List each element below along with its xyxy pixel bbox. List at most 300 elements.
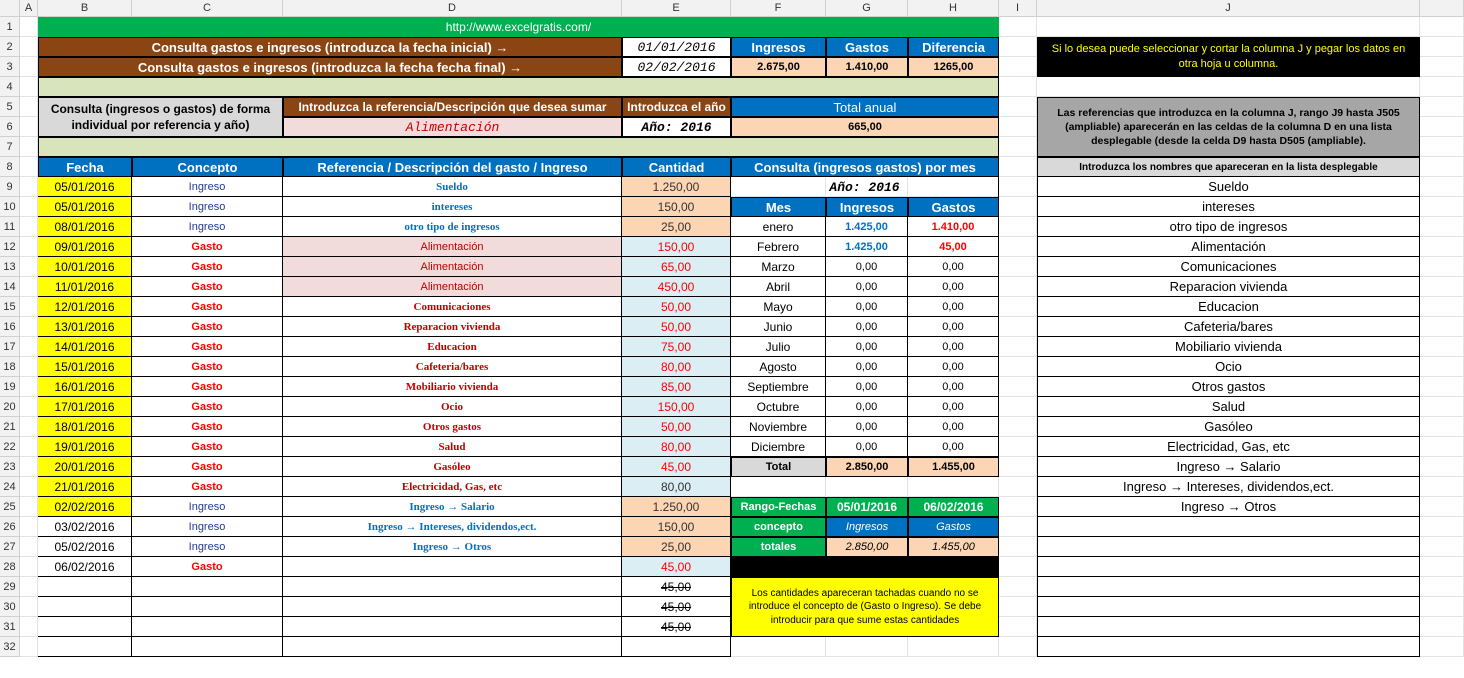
grid-cell[interactable] bbox=[999, 537, 1037, 557]
column-header-A[interactable]: A bbox=[20, 0, 38, 17]
month-name: Mayo bbox=[731, 297, 826, 317]
grid-cell[interactable] bbox=[20, 397, 38, 417]
row-header[interactable]: 20 bbox=[0, 397, 20, 417]
grid-cell[interactable] bbox=[999, 157, 1037, 177]
fecha-cell[interactable]: 14/01/2016 bbox=[38, 337, 132, 357]
referencia-cell[interactable]: Gasóleo bbox=[283, 457, 622, 477]
fecha-cell[interactable]: 05/02/2016 bbox=[38, 537, 132, 557]
row-header[interactable]: 14 bbox=[0, 277, 20, 297]
grid-cell[interactable] bbox=[1420, 97, 1464, 117]
concepto-cell[interactable] bbox=[132, 577, 283, 597]
referencia-cell[interactable] bbox=[283, 637, 622, 657]
grid-cell[interactable] bbox=[20, 457, 38, 477]
referencia-cell[interactable]: Educacion bbox=[283, 337, 622, 357]
row-header[interactable]: 2 bbox=[0, 37, 20, 57]
cantidad-cell[interactable]: 45,00 bbox=[622, 617, 731, 637]
list-item[interactable] bbox=[1037, 637, 1420, 657]
referencia-cell[interactable]: Cafeteria/bares bbox=[283, 357, 622, 377]
concepto-cell[interactable]: Gasto bbox=[132, 297, 283, 317]
grid-cell[interactable] bbox=[999, 317, 1037, 337]
grid-cell[interactable] bbox=[731, 477, 826, 497]
fecha-cell[interactable]: 09/01/2016 bbox=[38, 237, 132, 257]
grid-cell[interactable] bbox=[1420, 217, 1464, 237]
monthly-gastos-header: Gastos bbox=[908, 197, 999, 217]
grid-cell[interactable] bbox=[20, 197, 38, 217]
grid-cell[interactable] bbox=[1420, 537, 1464, 557]
grid-cell[interactable] bbox=[1420, 597, 1464, 617]
grid-cell[interactable] bbox=[999, 237, 1037, 257]
cantidad-cell[interactable] bbox=[622, 637, 731, 657]
row-header[interactable]: 27 bbox=[0, 537, 20, 557]
grid-cell[interactable] bbox=[1037, 77, 1420, 97]
month-gastos: 0,00 bbox=[908, 317, 999, 337]
grid-cell[interactable] bbox=[20, 97, 38, 117]
concepto-cell[interactable]: Ingreso bbox=[132, 517, 283, 537]
grid-cell[interactable] bbox=[1420, 137, 1464, 157]
row-header[interactable]: 29 bbox=[0, 577, 20, 597]
referencia-cell[interactable]: Ingreso → Intereses, dividendos,ect. bbox=[283, 517, 622, 537]
grid-cell[interactable] bbox=[1420, 577, 1464, 597]
grid-cell[interactable] bbox=[20, 297, 38, 317]
start-date-input[interactable]: 01/01/2016 bbox=[622, 37, 731, 57]
fecha-cell[interactable]: 05/01/2016 bbox=[38, 177, 132, 197]
monthly-total-ingresos: 2.850,00 bbox=[826, 457, 908, 477]
column-header-I[interactable]: I bbox=[999, 0, 1037, 17]
grid-cell[interactable] bbox=[20, 357, 38, 377]
fecha-cell[interactable]: 19/01/2016 bbox=[38, 437, 132, 457]
grid-cell[interactable] bbox=[999, 277, 1037, 297]
referencia-cell[interactable]: Mobiliario vivienda bbox=[283, 377, 622, 397]
list-item[interactable]: Gasóleo bbox=[1037, 417, 1420, 437]
grid-cell[interactable] bbox=[1420, 637, 1464, 657]
grid-cell[interactable] bbox=[20, 77, 38, 97]
grid-cell[interactable] bbox=[20, 277, 38, 297]
fecha-cell[interactable] bbox=[38, 637, 132, 657]
concepto-cell[interactable] bbox=[132, 637, 283, 657]
month-ingresos: 0,00 bbox=[826, 417, 908, 437]
concepto-cell[interactable]: Gasto bbox=[132, 237, 283, 257]
concepto-cell[interactable]: Ingreso bbox=[132, 537, 283, 557]
row-header[interactable]: 26 bbox=[0, 517, 20, 537]
fecha-cell[interactable]: 17/01/2016 bbox=[38, 397, 132, 417]
cantidad-cell[interactable]: 80,00 bbox=[622, 477, 731, 497]
end-date-input[interactable]: 02/02/2016 bbox=[622, 57, 731, 77]
row-header[interactable]: 31 bbox=[0, 617, 20, 637]
fecha-cell[interactable]: 10/01/2016 bbox=[38, 257, 132, 277]
grid-cell[interactable] bbox=[1420, 57, 1464, 77]
cantidad-cell[interactable]: 150,00 bbox=[622, 397, 731, 417]
fecha-cell[interactable]: 15/01/2016 bbox=[38, 357, 132, 377]
list-item[interactable]: otro tipo de ingresos bbox=[1037, 217, 1420, 237]
row-header[interactable]: 21 bbox=[0, 417, 20, 437]
grid-cell[interactable] bbox=[1420, 497, 1464, 517]
list-item[interactable]: Educacion bbox=[1037, 297, 1420, 317]
grid-cell[interactable] bbox=[999, 557, 1037, 577]
column-header-E[interactable]: E bbox=[622, 0, 731, 17]
grid-cell[interactable] bbox=[999, 457, 1037, 477]
grid-cell[interactable] bbox=[20, 17, 38, 37]
grid-cell[interactable] bbox=[20, 557, 38, 577]
row-header[interactable]: 1 bbox=[0, 17, 20, 37]
grid-cell[interactable] bbox=[1420, 197, 1464, 217]
row-header[interactable]: 10 bbox=[0, 197, 20, 217]
fecha-cell[interactable]: 06/02/2016 bbox=[38, 557, 132, 577]
grid-cell[interactable] bbox=[999, 517, 1037, 537]
fecha-cell[interactable]: 12/01/2016 bbox=[38, 297, 132, 317]
row-header[interactable]: 22 bbox=[0, 437, 20, 457]
grid-cell[interactable] bbox=[999, 177, 1037, 197]
fecha-cell[interactable] bbox=[38, 577, 132, 597]
fecha-cell[interactable]: 16/01/2016 bbox=[38, 377, 132, 397]
row-header[interactable]: 24 bbox=[0, 477, 20, 497]
list-item[interactable] bbox=[1037, 577, 1420, 597]
cantidad-cell[interactable]: 80,00 bbox=[622, 437, 731, 457]
referencia-cell[interactable]: Salud bbox=[283, 437, 622, 457]
referencia-cell[interactable]: Alimentación bbox=[283, 277, 622, 297]
grid-cell[interactable] bbox=[20, 377, 38, 397]
referencia-cell[interactable] bbox=[283, 577, 622, 597]
fecha-cell[interactable]: 18/01/2016 bbox=[38, 417, 132, 437]
list-item[interactable]: Sueldo bbox=[1037, 177, 1420, 197]
url-banner[interactable]: http://www.excelgratis.com/ bbox=[38, 17, 999, 37]
cantidad-cell[interactable]: 45,00 bbox=[622, 457, 731, 477]
grid-cell[interactable] bbox=[999, 477, 1037, 497]
grid-cell[interactable] bbox=[908, 477, 999, 497]
month-ingresos: 0,00 bbox=[826, 377, 908, 397]
referencia-cell[interactable]: Ingreso → Salario bbox=[283, 497, 622, 517]
row-header[interactable]: 11 bbox=[0, 217, 20, 237]
month-gastos: 0,00 bbox=[908, 417, 999, 437]
grid-cell[interactable] bbox=[999, 417, 1037, 437]
black-band bbox=[731, 557, 999, 577]
year-input[interactable]: Año: 2016 bbox=[622, 117, 731, 137]
month-ingresos: 0,00 bbox=[826, 317, 908, 337]
concepto-cell[interactable]: Gasto bbox=[132, 357, 283, 377]
grid-cell[interactable] bbox=[1420, 177, 1464, 197]
grid-cell[interactable] bbox=[20, 577, 38, 597]
grid-cell[interactable] bbox=[731, 637, 826, 657]
grid-cell[interactable] bbox=[999, 377, 1037, 397]
list-item[interactable]: Otros gastos bbox=[1037, 377, 1420, 397]
grid-cell[interactable] bbox=[1420, 477, 1464, 497]
grid-cell[interactable] bbox=[999, 217, 1037, 237]
cantidad-cell[interactable]: 50,00 bbox=[622, 297, 731, 317]
month-name: enero bbox=[731, 217, 826, 237]
fecha-cell[interactable]: 13/01/2016 bbox=[38, 317, 132, 337]
list-item[interactable]: Reparacion vivienda bbox=[1037, 277, 1420, 297]
concepto-cell[interactable]: Gasto bbox=[132, 477, 283, 497]
referencia-cell[interactable] bbox=[283, 557, 622, 577]
referencia-cell[interactable]: Ingreso → Otros bbox=[283, 537, 622, 557]
referencia-cell[interactable]: Ocio bbox=[283, 397, 622, 417]
grid-cell[interactable] bbox=[1420, 257, 1464, 277]
grid-cell[interactable] bbox=[20, 177, 38, 197]
row-header[interactable]: 15 bbox=[0, 297, 20, 317]
grid-cell[interactable] bbox=[1420, 437, 1464, 457]
concepto-cell[interactable]: Gasto bbox=[132, 257, 283, 277]
referencia-cell[interactable]: Electricidad, Gas, etc bbox=[283, 477, 622, 497]
grid-cell[interactable] bbox=[20, 257, 38, 277]
list-item[interactable] bbox=[1037, 557, 1420, 577]
ingresos-header: Ingresos bbox=[731, 37, 826, 57]
concepto-cell[interactable] bbox=[132, 617, 283, 637]
row-header[interactable]: 25 bbox=[0, 497, 20, 517]
concepto-cell[interactable]: Gasto bbox=[132, 337, 283, 357]
list-item[interactable]: Electricidad, Gas, etc bbox=[1037, 437, 1420, 457]
grid-cell[interactable] bbox=[1420, 297, 1464, 317]
list-item[interactable] bbox=[1037, 537, 1420, 557]
concepto-cell[interactable]: Gasto bbox=[132, 397, 283, 417]
cantidad-cell[interactable]: 45,00 bbox=[622, 557, 731, 577]
cantidad-cell[interactable]: 25,00 bbox=[622, 217, 731, 237]
list-item[interactable]: Alimentación bbox=[1037, 237, 1420, 257]
row-header[interactable]: 9 bbox=[0, 177, 20, 197]
referencia-cell[interactable] bbox=[283, 597, 622, 617]
cantidad-cell[interactable]: 45,00 bbox=[622, 577, 731, 597]
fecha-cell[interactable]: 20/01/2016 bbox=[38, 457, 132, 477]
row-header[interactable]: 28 bbox=[0, 557, 20, 577]
cantidad-cell[interactable]: 85,00 bbox=[622, 377, 731, 397]
row-header[interactable]: 12 bbox=[0, 237, 20, 257]
grid-cell[interactable] bbox=[20, 617, 38, 637]
grid-cell[interactable] bbox=[1420, 417, 1464, 437]
grid-cell[interactable] bbox=[20, 437, 38, 457]
cantidad-cell[interactable]: 150,00 bbox=[622, 237, 731, 257]
column-header-D[interactable]: D bbox=[283, 0, 622, 17]
concepto-cell[interactable]: Gasto bbox=[132, 437, 283, 457]
row-header[interactable]: 8 bbox=[0, 157, 20, 177]
row-header[interactable]: 17 bbox=[0, 337, 20, 357]
grid-cell[interactable] bbox=[999, 617, 1037, 637]
fecha-cell[interactable]: 08/01/2016 bbox=[38, 217, 132, 237]
grid-cell[interactable] bbox=[999, 337, 1037, 357]
grid-cell[interactable] bbox=[1420, 317, 1464, 337]
grid-cell[interactable] bbox=[999, 17, 1037, 37]
fecha-cell[interactable] bbox=[38, 617, 132, 637]
row-header[interactable]: 7 bbox=[0, 137, 20, 157]
concepto-cell[interactable]: Gasto bbox=[132, 417, 283, 437]
month-ingresos: 0,00 bbox=[826, 357, 908, 377]
list-item[interactable]: Ingreso → Otros bbox=[1037, 497, 1420, 517]
reference-input[interactable]: Alimentación bbox=[283, 117, 622, 137]
grid-cell[interactable] bbox=[20, 337, 38, 357]
grid-cell[interactable] bbox=[999, 577, 1037, 597]
grid-cell[interactable] bbox=[999, 257, 1037, 277]
month-ingresos: 0,00 bbox=[826, 337, 908, 357]
month-ingresos: 0,00 bbox=[826, 297, 908, 317]
cantidad-cell[interactable]: 65,00 bbox=[622, 257, 731, 277]
column-header-B[interactable]: B bbox=[38, 0, 132, 17]
list-item[interactable]: Salud bbox=[1037, 397, 1420, 417]
grid-cell[interactable] bbox=[20, 117, 38, 137]
row-header[interactable]: 23 bbox=[0, 457, 20, 477]
list-item[interactable] bbox=[1037, 517, 1420, 537]
row-header[interactable]: 30 bbox=[0, 597, 20, 617]
grid-cell[interactable] bbox=[20, 417, 38, 437]
concepto-cell[interactable]: Gasto bbox=[132, 457, 283, 477]
referencia-cell[interactable] bbox=[283, 617, 622, 637]
grid-cell[interactable] bbox=[826, 477, 908, 497]
grid-cell[interactable] bbox=[1420, 517, 1464, 537]
cantidad-cell[interactable]: 50,00 bbox=[622, 317, 731, 337]
rango-start: 05/01/2016 bbox=[826, 497, 908, 517]
grid-cell[interactable] bbox=[999, 437, 1037, 457]
grid-cell[interactable] bbox=[999, 497, 1037, 517]
cantidad-header: Cantidad bbox=[622, 157, 731, 177]
row-header[interactable]: 16 bbox=[0, 317, 20, 337]
grid-cell[interactable] bbox=[1037, 17, 1420, 37]
grid-cell[interactable] bbox=[1420, 557, 1464, 577]
column-header-next[interactable] bbox=[1420, 0, 1464, 17]
grid-cell[interactable] bbox=[20, 497, 38, 517]
column-header-G[interactable]: G bbox=[826, 0, 908, 17]
row-header[interactable]: 18 bbox=[0, 357, 20, 377]
grid-cell[interactable] bbox=[826, 637, 908, 657]
grid-cell[interactable] bbox=[20, 237, 38, 257]
grid-cell[interactable] bbox=[999, 37, 1037, 57]
concepto-cell[interactable]: Ingreso bbox=[132, 197, 283, 217]
select-all-corner[interactable] bbox=[0, 0, 20, 17]
grid-cell[interactable] bbox=[999, 57, 1037, 77]
grid-cell[interactable] bbox=[20, 597, 38, 617]
concepto-cell[interactable]: Gasto bbox=[132, 557, 283, 577]
grid-cell[interactable] bbox=[20, 37, 38, 57]
cantidad-cell[interactable]: 150,00 bbox=[622, 197, 731, 217]
cantidad-cell[interactable]: 1.250,00 bbox=[622, 177, 731, 197]
grid-cell[interactable] bbox=[999, 97, 1037, 117]
grid-cell[interactable] bbox=[1420, 357, 1464, 377]
grid-cell[interactable] bbox=[20, 317, 38, 337]
mes-header: Mes bbox=[731, 197, 826, 217]
grid-cell[interactable] bbox=[1420, 77, 1464, 97]
column-header-H[interactable]: H bbox=[908, 0, 999, 17]
concepto-cell[interactable]: Gasto bbox=[132, 277, 283, 297]
list-item[interactable]: Mobiliario vivienda bbox=[1037, 337, 1420, 357]
concepto-cell[interactable]: Gasto bbox=[132, 317, 283, 337]
concepto-cell[interactable]: Ingreso bbox=[132, 177, 283, 197]
month-gastos: 1.410,00 bbox=[908, 217, 999, 237]
grid-cell[interactable] bbox=[1420, 377, 1464, 397]
grid-cell[interactable] bbox=[20, 217, 38, 237]
referencia-cell[interactable]: Sueldo bbox=[283, 177, 622, 197]
grid-cell[interactable] bbox=[999, 137, 1037, 157]
fecha-cell[interactable]: 21/01/2016 bbox=[38, 477, 132, 497]
monthly-ingresos-header: Ingresos bbox=[826, 197, 908, 217]
references-note: Las referencias que introduzca en la columna J, rango J9 hasta J505 (ampliable) aparecerán en las celdas de la columna D en una lista desplegable (desde la celda D9 hasta D505 (ampliable). bbox=[1037, 97, 1420, 157]
cantidad-cell[interactable]: 75,00 bbox=[622, 337, 731, 357]
fecha-cell[interactable]: 03/02/2016 bbox=[38, 517, 132, 537]
referencia-cell[interactable]: Otros gastos bbox=[283, 417, 622, 437]
grid-cell[interactable] bbox=[999, 197, 1037, 217]
referencia-cell[interactable]: otro tipo de ingresos bbox=[283, 217, 622, 237]
month-ingresos: 0,00 bbox=[826, 257, 908, 277]
grid-cell[interactable] bbox=[999, 297, 1037, 317]
grid-cell[interactable] bbox=[20, 137, 38, 157]
column-header-J[interactable]: J bbox=[1037, 0, 1420, 17]
grid-cell[interactable] bbox=[20, 157, 38, 177]
fecha-cell[interactable] bbox=[38, 597, 132, 617]
referencia-cell[interactable]: Reparacion vivienda bbox=[283, 317, 622, 337]
grid-cell[interactable] bbox=[1420, 157, 1464, 177]
grid-cell[interactable] bbox=[1420, 37, 1464, 57]
referencia-cell[interactable]: Alimentación bbox=[283, 237, 622, 257]
cantidad-cell[interactable]: 1.250,00 bbox=[622, 497, 731, 517]
grid-cell[interactable] bbox=[999, 397, 1037, 417]
row-header[interactable]: 3 bbox=[0, 57, 20, 77]
grid-cell[interactable] bbox=[1420, 117, 1464, 137]
row-header[interactable]: 6 bbox=[0, 117, 20, 137]
cantidad-cell[interactable]: 50,00 bbox=[622, 417, 731, 437]
list-item[interactable]: Cafeteria/bares bbox=[1037, 317, 1420, 337]
grid-cell[interactable] bbox=[908, 637, 999, 657]
row-header[interactable]: 19 bbox=[0, 377, 20, 397]
cantidad-cell[interactable]: 25,00 bbox=[622, 537, 731, 557]
grid-cell[interactable] bbox=[1420, 337, 1464, 357]
cantidad-cell[interactable]: 450,00 bbox=[622, 277, 731, 297]
list-item[interactable]: Ingreso → Salario bbox=[1037, 457, 1420, 477]
concepto-cell[interactable]: Ingreso bbox=[132, 217, 283, 237]
list-item[interactable] bbox=[1037, 597, 1420, 617]
grid-cell[interactable] bbox=[1420, 277, 1464, 297]
year-header: Introduzca el año bbox=[622, 97, 731, 117]
list-item[interactable] bbox=[1037, 617, 1420, 637]
month-name: Julio bbox=[731, 337, 826, 357]
fecha-cell[interactable]: 02/02/2016 bbox=[38, 497, 132, 517]
referencia-cell[interactable]: intereses bbox=[283, 197, 622, 217]
grid-cell[interactable] bbox=[1420, 237, 1464, 257]
row-header[interactable]: 13 bbox=[0, 257, 20, 277]
grid-cell[interactable] bbox=[999, 77, 1037, 97]
row-header[interactable]: 32 bbox=[0, 637, 20, 657]
grid-cell[interactable] bbox=[999, 357, 1037, 377]
grid-cell[interactable] bbox=[20, 537, 38, 557]
grid-cell[interactable] bbox=[20, 517, 38, 537]
month-gastos: 0,00 bbox=[908, 397, 999, 417]
fecha-cell[interactable]: 05/01/2016 bbox=[38, 197, 132, 217]
list-item[interactable]: Ingreso → Intereses, dividendos,ect. bbox=[1037, 477, 1420, 497]
diferencia-total: 1265,00 bbox=[908, 57, 999, 77]
column-header-C[interactable]: C bbox=[132, 0, 283, 17]
list-item[interactable]: Comunicaciones bbox=[1037, 257, 1420, 277]
row-header[interactable]: 4 bbox=[0, 77, 20, 97]
concepto-cell[interactable]: Ingreso bbox=[132, 497, 283, 517]
cantidad-cell[interactable]: 150,00 bbox=[622, 517, 731, 537]
grid-cell[interactable] bbox=[1420, 17, 1464, 37]
grid-cell[interactable] bbox=[1420, 397, 1464, 417]
cantidad-cell[interactable]: 80,00 bbox=[622, 357, 731, 377]
grid-cell[interactable] bbox=[1420, 617, 1464, 637]
fecha-cell[interactable]: 11/01/2016 bbox=[38, 277, 132, 297]
grid-cell[interactable] bbox=[20, 477, 38, 497]
list-item[interactable]: Ocio bbox=[1037, 357, 1420, 377]
cantidad-cell[interactable]: 45,00 bbox=[622, 597, 731, 617]
referencia-cell[interactable]: Alimentación bbox=[283, 257, 622, 277]
row-header[interactable]: 5 bbox=[0, 97, 20, 117]
concepto-cell[interactable] bbox=[132, 597, 283, 617]
grid-cell[interactable] bbox=[20, 637, 38, 657]
grid-cell[interactable] bbox=[999, 637, 1037, 657]
grid-cell[interactable] bbox=[20, 57, 38, 77]
grid-cell[interactable] bbox=[999, 597, 1037, 617]
list-item[interactable]: intereses bbox=[1037, 197, 1420, 217]
column-header-F[interactable]: F bbox=[731, 0, 826, 17]
concepto-cell[interactable]: Gasto bbox=[132, 377, 283, 397]
month-name: Abril bbox=[731, 277, 826, 297]
grid-cell[interactable] bbox=[1420, 457, 1464, 477]
grid-cell[interactable] bbox=[999, 117, 1037, 137]
referencia-cell[interactable]: Comunicaciones bbox=[283, 297, 622, 317]
month-gastos: 0,00 bbox=[908, 377, 999, 397]
